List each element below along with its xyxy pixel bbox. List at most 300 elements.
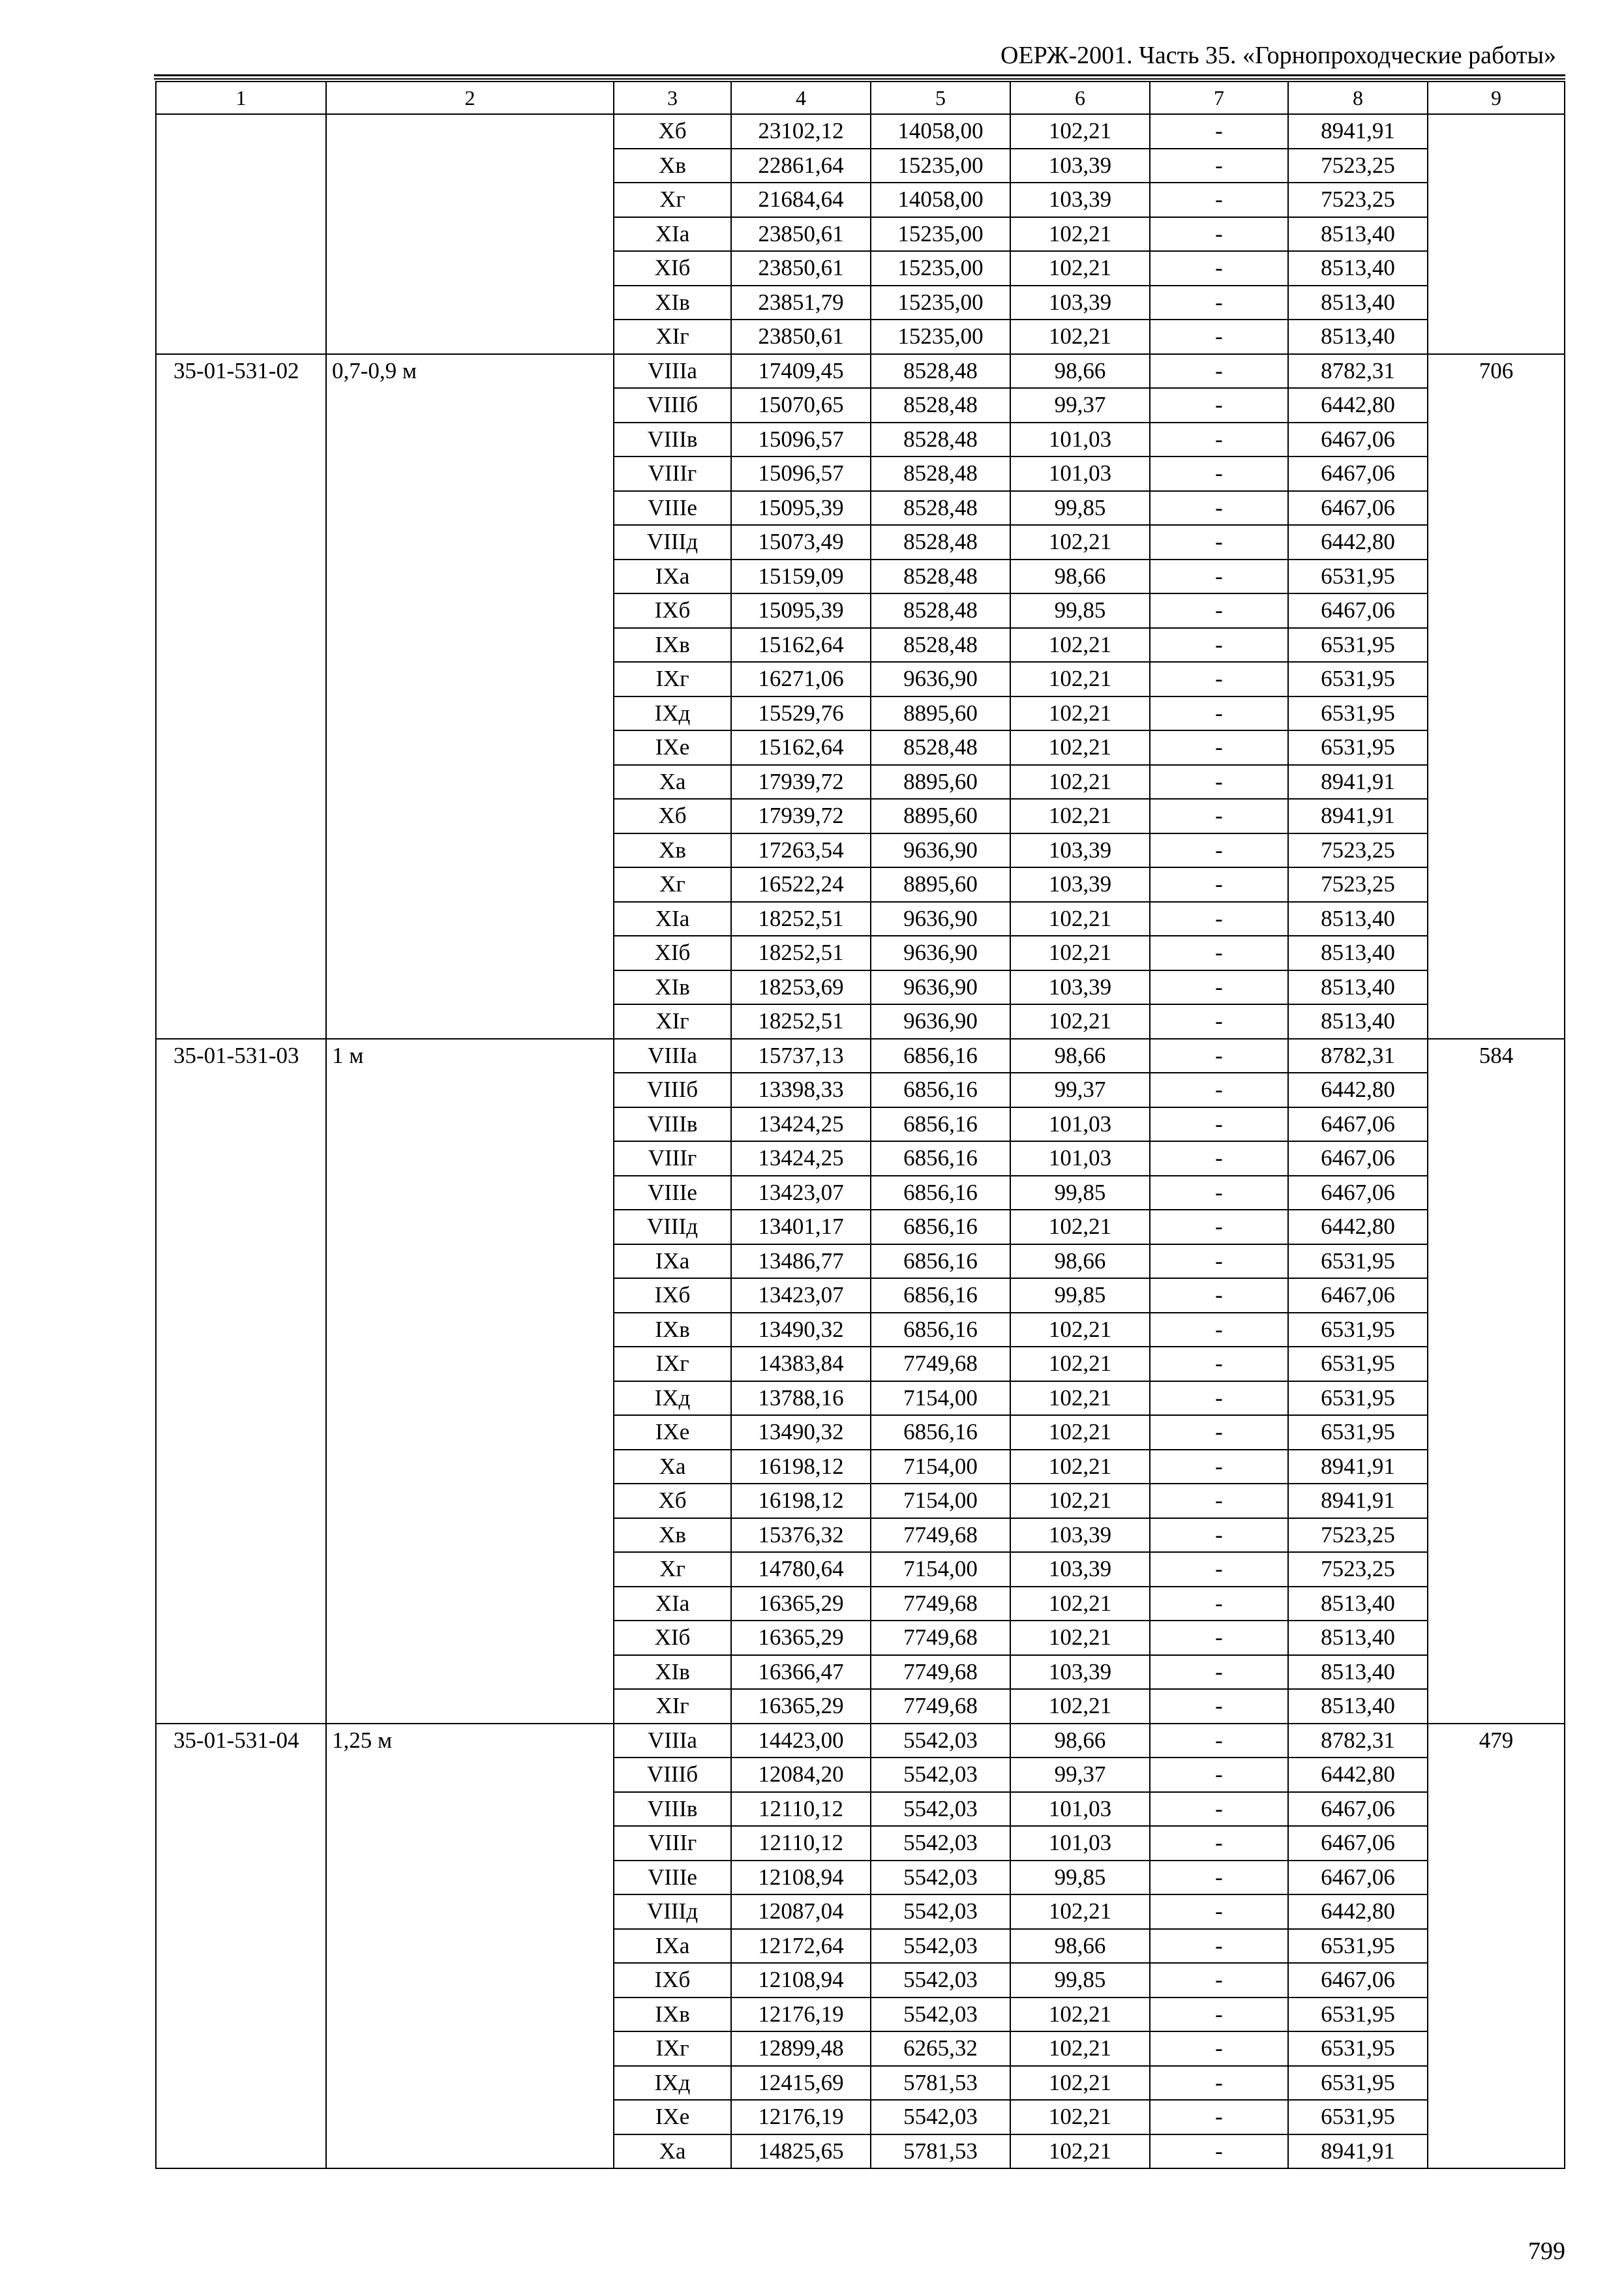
driver-wage-cell: - — [1150, 1758, 1288, 1792]
region-cell: XIб — [614, 936, 731, 970]
material-cost-cell: 6442,80 — [1288, 1894, 1428, 1929]
driver-wage-cell: - — [1150, 525, 1288, 560]
wage-cell: 8528,48 — [871, 560, 1010, 594]
region-cell: Xг — [614, 867, 731, 902]
region-cell: IXд — [614, 1381, 731, 1416]
driver-wage-cell: - — [1150, 867, 1288, 902]
direct-cost-cell: 14423,00 — [731, 1724, 871, 1758]
direct-cost-cell: 13398,33 — [731, 1073, 871, 1107]
labor-norm-cell — [1428, 114, 1565, 354]
machine-cost-cell: 102,21 — [1010, 1415, 1150, 1450]
wage-cell: 5542,03 — [871, 1894, 1010, 1929]
machine-cost-cell: 102,21 — [1010, 696, 1150, 731]
wage-cell: 6856,16 — [871, 1176, 1010, 1210]
region-cell: VIIIа — [614, 1724, 731, 1758]
region-cell: VIIIе — [614, 491, 731, 526]
material-cost-cell: 6442,80 — [1288, 1758, 1428, 1792]
material-cost-cell: 6467,06 — [1288, 1176, 1428, 1210]
machine-cost-cell: 102,21 — [1010, 2100, 1150, 2134]
region-cell: Xб — [614, 114, 731, 149]
direct-cost-cell: 23102,12 — [731, 114, 871, 149]
direct-cost-cell: 15095,39 — [731, 593, 871, 628]
region-cell: IXв — [614, 1313, 731, 1347]
wage-cell: 6856,16 — [871, 1039, 1010, 1073]
machine-cost-cell: 98,66 — [1010, 1039, 1150, 1073]
direct-cost-cell: 17263,54 — [731, 833, 871, 868]
direct-cost-cell: 15096,57 — [731, 456, 871, 491]
machine-cost-cell: 103,39 — [1010, 867, 1150, 902]
wage-cell: 7749,68 — [871, 1655, 1010, 1690]
wage-cell: 5542,03 — [871, 1861, 1010, 1895]
direct-cost-cell: 12108,94 — [731, 1861, 871, 1895]
driver-wage-cell: - — [1150, 388, 1288, 423]
driver-wage-cell: - — [1150, 2031, 1288, 2066]
region-cell: IXв — [614, 628, 731, 663]
wage-cell: 15235,00 — [871, 320, 1010, 354]
wage-cell: 6856,16 — [871, 1210, 1010, 1244]
material-cost-cell: 8941,91 — [1288, 1484, 1428, 1518]
driver-wage-cell: - — [1150, 2066, 1288, 2101]
material-cost-cell: 6467,06 — [1288, 1963, 1428, 1997]
wage-cell: 5542,03 — [871, 1929, 1010, 1964]
machine-cost-cell: 103,39 — [1010, 149, 1150, 183]
wage-cell: 5542,03 — [871, 1997, 1010, 2032]
machine-cost-cell: 99,37 — [1010, 1073, 1150, 1107]
column-number-4: 4 — [731, 82, 871, 114]
driver-wage-cell: - — [1150, 1929, 1288, 1964]
machine-cost-cell: 99,85 — [1010, 1176, 1150, 1210]
machine-cost-cell: 102,21 — [1010, 662, 1150, 696]
region-cell: XIб — [614, 1621, 731, 1655]
machine-cost-cell: 102,21 — [1010, 1587, 1150, 1621]
material-cost-cell: 6442,80 — [1288, 1073, 1428, 1107]
material-cost-cell: 7523,25 — [1288, 1518, 1428, 1553]
driver-wage-cell: - — [1150, 1415, 1288, 1450]
material-cost-cell: 6531,95 — [1288, 1929, 1428, 1964]
material-cost-cell: 6531,95 — [1288, 2031, 1428, 2066]
material-cost-cell: 6531,95 — [1288, 1347, 1428, 1381]
machine-cost-cell: 102,21 — [1010, 1004, 1150, 1039]
machine-cost-cell: 102,21 — [1010, 525, 1150, 560]
driver-wage-cell: - — [1150, 902, 1288, 936]
machine-cost-cell: 102,21 — [1010, 1381, 1150, 1416]
wage-cell: 7154,00 — [871, 1381, 1010, 1416]
wage-cell: 7749,68 — [871, 1621, 1010, 1655]
region-cell: IXд — [614, 696, 731, 731]
direct-cost-cell: 17409,45 — [731, 354, 871, 389]
direct-cost-cell: 22861,64 — [731, 149, 871, 183]
region-cell: XIв — [614, 1655, 731, 1690]
direct-cost-cell: 15159,09 — [731, 560, 871, 594]
material-cost-cell: 8782,31 — [1288, 354, 1428, 389]
material-cost-cell: 8782,31 — [1288, 1724, 1428, 1758]
direct-cost-cell: 18253,69 — [731, 970, 871, 1005]
direct-cost-cell: 13423,07 — [731, 1278, 871, 1313]
region-cell: IXе — [614, 1415, 731, 1450]
direct-cost-cell: 16522,24 — [731, 867, 871, 902]
wage-cell: 5542,03 — [871, 2100, 1010, 2134]
wage-cell: 5542,03 — [871, 1963, 1010, 1997]
material-cost-cell: 6442,80 — [1288, 1210, 1428, 1244]
region-cell: IXг — [614, 662, 731, 696]
region-cell: Xа — [614, 765, 731, 800]
machine-cost-cell: 99,37 — [1010, 1758, 1150, 1792]
machine-cost-cell: 98,66 — [1010, 1929, 1150, 1964]
driver-wage-cell: - — [1150, 936, 1288, 970]
driver-wage-cell: - — [1150, 1004, 1288, 1039]
wage-cell: 5542,03 — [871, 1758, 1010, 1792]
machine-cost-cell: 102,21 — [1010, 1210, 1150, 1244]
material-cost-cell: 8782,31 — [1288, 1039, 1428, 1073]
direct-cost-cell: 15737,13 — [731, 1039, 871, 1073]
material-cost-cell: 8941,91 — [1288, 2134, 1428, 2169]
driver-wage-cell: - — [1150, 1894, 1288, 1929]
region-cell: VIIIв — [614, 423, 731, 457]
machine-cost-cell: 99,85 — [1010, 1278, 1150, 1313]
region-cell: Xг — [614, 1552, 731, 1587]
material-cost-cell: 6531,95 — [1288, 560, 1428, 594]
driver-wage-cell: - — [1150, 1210, 1288, 1244]
driver-wage-cell: - — [1150, 1484, 1288, 1518]
column-number-7: 7 — [1150, 82, 1288, 114]
machine-cost-cell: 102,21 — [1010, 320, 1150, 354]
direct-cost-cell: 23850,61 — [731, 320, 871, 354]
driver-wage-cell: - — [1150, 1963, 1288, 1997]
machine-cost-cell: 102,21 — [1010, 1621, 1150, 1655]
machine-cost-cell: 102,21 — [1010, 730, 1150, 765]
driver-wage-cell: - — [1150, 217, 1288, 252]
machine-cost-cell: 101,03 — [1010, 1792, 1150, 1827]
direct-cost-cell: 16365,29 — [731, 1587, 871, 1621]
direct-cost-cell: 12110,12 — [731, 1826, 871, 1861]
region-cell: IXг — [614, 2031, 731, 2066]
wage-cell: 8528,48 — [871, 423, 1010, 457]
wage-cell: 5542,03 — [871, 1724, 1010, 1758]
wage-cell: 8528,48 — [871, 525, 1010, 560]
direct-cost-cell: 12176,19 — [731, 2100, 871, 2134]
wage-cell: 9636,90 — [871, 902, 1010, 936]
region-cell: XIб — [614, 251, 731, 286]
material-cost-cell: 6531,95 — [1288, 1381, 1428, 1416]
machine-cost-cell: 103,39 — [1010, 833, 1150, 868]
wage-cell: 8528,48 — [871, 491, 1010, 526]
region-cell: XIв — [614, 970, 731, 1005]
direct-cost-cell: 12415,69 — [731, 2066, 871, 2101]
wage-cell: 8528,48 — [871, 388, 1010, 423]
wage-cell: 5781,53 — [871, 2134, 1010, 2169]
wage-cell: 7749,68 — [871, 1518, 1010, 1553]
driver-wage-cell: - — [1150, 1689, 1288, 1724]
machine-cost-cell: 102,21 — [1010, 628, 1150, 663]
wage-cell: 8528,48 — [871, 628, 1010, 663]
machine-cost-cell: 102,21 — [1010, 2066, 1150, 2101]
region-cell: IXа — [614, 1244, 731, 1279]
machine-cost-cell: 102,21 — [1010, 251, 1150, 286]
machine-cost-cell: 98,66 — [1010, 354, 1150, 389]
material-cost-cell: 8941,91 — [1288, 799, 1428, 833]
material-cost-cell: 8941,91 — [1288, 1450, 1428, 1484]
material-cost-cell: 6531,95 — [1288, 1415, 1428, 1450]
rate-name-cell: 1,25 м — [326, 1724, 614, 2169]
wage-cell: 8528,48 — [871, 456, 1010, 491]
driver-wage-cell: - — [1150, 251, 1288, 286]
region-cell: VIIIг — [614, 1826, 731, 1861]
material-cost-cell: 6467,06 — [1288, 491, 1428, 526]
machine-cost-cell: 103,39 — [1010, 183, 1150, 217]
direct-cost-cell: 16365,29 — [731, 1621, 871, 1655]
machine-cost-cell: 98,66 — [1010, 1724, 1150, 1758]
rate-code-cell — [156, 114, 326, 354]
region-cell: XIа — [614, 1587, 731, 1621]
wage-cell: 7154,00 — [871, 1552, 1010, 1587]
direct-cost-cell: 23850,61 — [731, 251, 871, 286]
material-cost-cell: 8513,40 — [1288, 251, 1428, 286]
material-cost-cell: 7523,25 — [1288, 833, 1428, 868]
machine-cost-cell: 101,03 — [1010, 1107, 1150, 1142]
rate-name-cell: 1 м — [326, 1039, 614, 1724]
material-cost-cell: 6467,06 — [1288, 1792, 1428, 1827]
region-cell: IXб — [614, 1278, 731, 1313]
column-number-1: 1 — [156, 82, 326, 114]
column-number-8: 8 — [1288, 82, 1428, 114]
material-cost-cell: 8513,40 — [1288, 970, 1428, 1005]
material-cost-cell: 8513,40 — [1288, 1587, 1428, 1621]
direct-cost-cell: 15070,65 — [731, 388, 871, 423]
region-cell: VIIIд — [614, 1894, 731, 1929]
machine-cost-cell: 102,21 — [1010, 1347, 1150, 1381]
region-cell: XIа — [614, 217, 731, 252]
machine-cost-cell: 102,21 — [1010, 1313, 1150, 1347]
machine-cost-cell: 102,21 — [1010, 1689, 1150, 1724]
direct-cost-cell: 12084,20 — [731, 1758, 871, 1792]
region-cell: Xа — [614, 2134, 731, 2169]
material-cost-cell: 8513,40 — [1288, 286, 1428, 320]
material-cost-cell: 8513,40 — [1288, 1689, 1428, 1724]
wage-cell: 7749,68 — [871, 1587, 1010, 1621]
table-row — [156, 114, 1565, 149]
region-cell: IXб — [614, 1963, 731, 1997]
wage-cell: 15235,00 — [871, 251, 1010, 286]
rate-name-cell: 0,7-0,9 м — [326, 354, 614, 1039]
labor-norm-cell: 584 — [1428, 1039, 1565, 1724]
wage-cell: 6856,16 — [871, 1313, 1010, 1347]
wage-cell: 8528,48 — [871, 354, 1010, 389]
region-cell: VIIIб — [614, 1073, 731, 1107]
driver-wage-cell: - — [1150, 1278, 1288, 1313]
machine-cost-cell: 102,21 — [1010, 1894, 1150, 1929]
direct-cost-cell: 23850,61 — [731, 217, 871, 252]
driver-wage-cell: - — [1150, 1724, 1288, 1758]
driver-wage-cell: - — [1150, 1176, 1288, 1210]
driver-wage-cell: - — [1150, 696, 1288, 731]
direct-cost-cell: 23851,79 — [731, 286, 871, 320]
wage-cell: 15235,00 — [871, 286, 1010, 320]
direct-cost-cell: 15073,49 — [731, 525, 871, 560]
region-cell: VIIIг — [614, 456, 731, 491]
wage-cell: 8895,60 — [871, 867, 1010, 902]
wage-cell: 15235,00 — [871, 217, 1010, 252]
direct-cost-cell: 15376,32 — [731, 1518, 871, 1553]
material-cost-cell: 6531,95 — [1288, 2100, 1428, 2134]
material-cost-cell: 8513,40 — [1288, 902, 1428, 936]
driver-wage-cell: - — [1150, 765, 1288, 800]
material-cost-cell: 8513,40 — [1288, 217, 1428, 252]
machine-cost-cell: 103,39 — [1010, 1655, 1150, 1690]
region-cell: Xг — [614, 183, 731, 217]
machine-cost-cell: 102,21 — [1010, 799, 1150, 833]
material-cost-cell: 6467,06 — [1288, 593, 1428, 628]
wage-cell: 9636,90 — [871, 833, 1010, 868]
direct-cost-cell: 16366,47 — [731, 1655, 871, 1690]
driver-wage-cell: - — [1150, 1073, 1288, 1107]
direct-cost-cell: 16271,06 — [731, 662, 871, 696]
material-cost-cell: 6531,95 — [1288, 628, 1428, 663]
region-cell: XIа — [614, 902, 731, 936]
driver-wage-cell: - — [1150, 1347, 1288, 1381]
driver-wage-cell: - — [1150, 970, 1288, 1005]
driver-wage-cell: - — [1150, 1655, 1288, 1690]
direct-cost-cell: 15096,57 — [731, 423, 871, 457]
wage-cell: 14058,00 — [871, 114, 1010, 149]
material-cost-cell: 8513,40 — [1288, 1655, 1428, 1690]
table-row — [156, 1039, 1565, 1073]
material-cost-cell: 6442,80 — [1288, 525, 1428, 560]
driver-wage-cell: - — [1150, 183, 1288, 217]
material-cost-cell: 7523,25 — [1288, 149, 1428, 183]
material-cost-cell: 6467,06 — [1288, 1141, 1428, 1176]
material-cost-cell: 7523,25 — [1288, 183, 1428, 217]
machine-cost-cell: 101,03 — [1010, 423, 1150, 457]
direct-cost-cell: 12087,04 — [731, 1894, 871, 1929]
machine-cost-cell: 102,21 — [1010, 1450, 1150, 1484]
region-cell: VIIIд — [614, 525, 731, 560]
machine-cost-cell: 99,85 — [1010, 593, 1150, 628]
direct-cost-cell: 12899,48 — [731, 2031, 871, 2066]
wage-cell: 7749,68 — [871, 1347, 1010, 1381]
wage-cell: 6856,16 — [871, 1415, 1010, 1450]
driver-wage-cell: - — [1150, 593, 1288, 628]
wage-cell: 14058,00 — [871, 183, 1010, 217]
region-cell: IXб — [614, 593, 731, 628]
material-cost-cell: 6467,06 — [1288, 423, 1428, 457]
direct-cost-cell: 15162,64 — [731, 730, 871, 765]
labor-norm-cell: 479 — [1428, 1724, 1565, 2169]
header-rule-thin — [154, 78, 1565, 80]
machine-cost-cell: 99,85 — [1010, 1963, 1150, 1997]
wage-cell: 8528,48 — [871, 593, 1010, 628]
wage-cell: 6856,16 — [871, 1141, 1010, 1176]
region-cell: IXе — [614, 730, 731, 765]
direct-cost-cell: 13490,32 — [731, 1415, 871, 1450]
direct-cost-cell: 13424,25 — [731, 1141, 871, 1176]
direct-cost-cell: 15529,76 — [731, 696, 871, 731]
driver-wage-cell: - — [1150, 2100, 1288, 2134]
wage-cell: 5781,53 — [871, 2066, 1010, 2101]
material-cost-cell: 8513,40 — [1288, 936, 1428, 970]
region-cell: Xб — [614, 1484, 731, 1518]
driver-wage-cell: - — [1150, 1450, 1288, 1484]
machine-cost-cell: 98,66 — [1010, 560, 1150, 594]
driver-wage-cell: - — [1150, 2134, 1288, 2169]
wage-cell: 7154,00 — [871, 1484, 1010, 1518]
driver-wage-cell: - — [1150, 628, 1288, 663]
wage-cell: 8895,60 — [871, 696, 1010, 731]
direct-cost-cell: 16198,12 — [731, 1484, 871, 1518]
region-cell: Xа — [614, 1450, 731, 1484]
wage-cell: 7154,00 — [871, 1450, 1010, 1484]
driver-wage-cell: - — [1150, 1792, 1288, 1827]
material-cost-cell: 6467,06 — [1288, 1826, 1428, 1861]
driver-wage-cell: - — [1150, 1107, 1288, 1142]
direct-cost-cell: 12176,19 — [731, 1997, 871, 2032]
driver-wage-cell: - — [1150, 1826, 1288, 1861]
machine-cost-cell: 102,21 — [1010, 2031, 1150, 2066]
machine-cost-cell: 103,39 — [1010, 970, 1150, 1005]
direct-cost-cell: 13401,17 — [731, 1210, 871, 1244]
region-cell: IXа — [614, 1929, 731, 1964]
driver-wage-cell: - — [1150, 1381, 1288, 1416]
table-row — [156, 1724, 1565, 1758]
material-cost-cell: 8513,40 — [1288, 320, 1428, 354]
machine-cost-cell: 102,21 — [1010, 114, 1150, 149]
material-cost-cell: 7523,25 — [1288, 867, 1428, 902]
direct-cost-cell: 17939,72 — [731, 799, 871, 833]
region-cell: VIIIб — [614, 1758, 731, 1792]
direct-cost-cell: 12108,94 — [731, 1963, 871, 1997]
column-number-5: 5 — [871, 82, 1010, 114]
machine-cost-cell: 103,39 — [1010, 286, 1150, 320]
machine-cost-cell: 101,03 — [1010, 1141, 1150, 1176]
wage-cell: 7749,68 — [871, 1689, 1010, 1724]
machine-cost-cell: 99,37 — [1010, 388, 1150, 423]
region-cell: XIг — [614, 1689, 731, 1724]
driver-wage-cell: - — [1150, 1997, 1288, 2032]
material-cost-cell: 8941,91 — [1288, 114, 1428, 149]
wage-cell: 15235,00 — [871, 149, 1010, 183]
direct-cost-cell: 15095,39 — [731, 491, 871, 526]
wage-cell: 9636,90 — [871, 936, 1010, 970]
region-cell: Xб — [614, 799, 731, 833]
material-cost-cell: 6531,95 — [1288, 1244, 1428, 1279]
machine-cost-cell: 102,21 — [1010, 936, 1150, 970]
region-cell: VIIIв — [614, 1107, 731, 1142]
material-cost-cell: 6531,95 — [1288, 662, 1428, 696]
driver-wage-cell: - — [1150, 114, 1288, 149]
page-number: 799 — [1528, 2237, 1565, 2265]
machine-cost-cell: 103,39 — [1010, 1552, 1150, 1587]
machine-cost-cell: 98,66 — [1010, 1244, 1150, 1279]
wage-cell: 9636,90 — [871, 1004, 1010, 1039]
material-cost-cell: 6467,06 — [1288, 1278, 1428, 1313]
driver-wage-cell: - — [1150, 730, 1288, 765]
driver-wage-cell: - — [1150, 1039, 1288, 1073]
column-number-2: 2 — [326, 82, 614, 114]
rate-code-cell: 35-01-531-04 — [156, 1724, 326, 2169]
direct-cost-cell: 21684,64 — [731, 183, 871, 217]
driver-wage-cell: - — [1150, 1244, 1288, 1279]
material-cost-cell: 6467,06 — [1288, 456, 1428, 491]
rate-code-cell: 35-01-531-02 — [156, 354, 326, 1039]
material-cost-cell: 6531,95 — [1288, 1313, 1428, 1347]
machine-cost-cell: 102,21 — [1010, 1484, 1150, 1518]
material-cost-cell: 7523,25 — [1288, 1552, 1428, 1587]
direct-cost-cell: 14780,64 — [731, 1552, 871, 1587]
column-number-3: 3 — [614, 82, 731, 114]
wage-cell: 6856,16 — [871, 1107, 1010, 1142]
direct-cost-cell: 13423,07 — [731, 1176, 871, 1210]
column-number-row — [156, 82, 1565, 114]
machine-cost-cell: 101,03 — [1010, 1826, 1150, 1861]
